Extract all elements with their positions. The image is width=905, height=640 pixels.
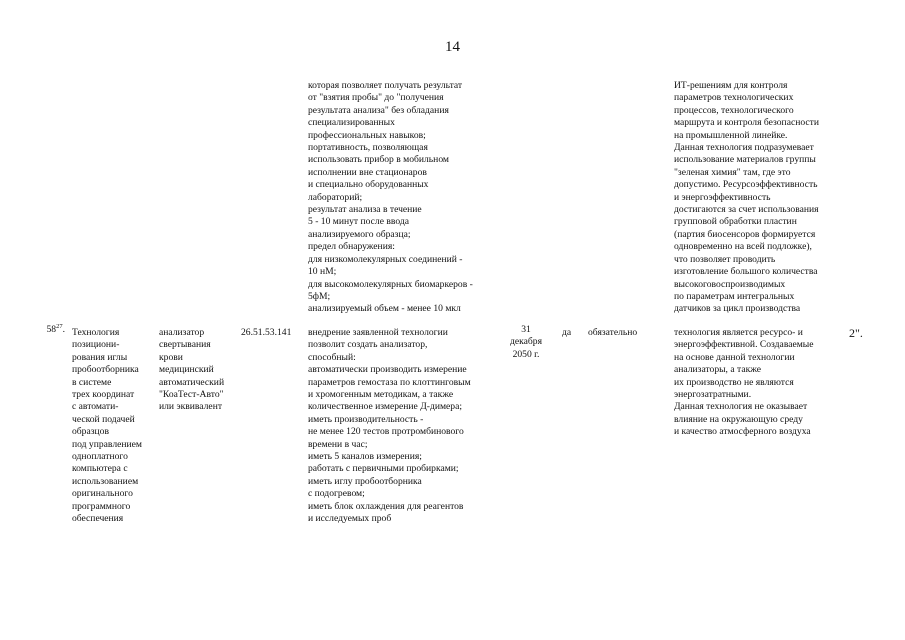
- text-line: результата анализа" без обладания: [308, 104, 449, 116]
- closing-mark: 2".: [849, 326, 863, 340]
- row-number-suffix: .: [62, 324, 65, 335]
- eco-cell: [674, 327, 849, 439]
- text-line: которая позволяет получать результат: [308, 80, 463, 91]
- text-line: портативность, позволяющая: [308, 142, 428, 154]
- text-line: 5 - 10 минут после ввода: [308, 216, 410, 228]
- text-line: что позволяет проводить: [674, 253, 776, 265]
- text-line: "зеленая химия" там, где это: [674, 166, 791, 178]
- text-line: для высокомолекулярных биомаркеров -: [308, 278, 473, 290]
- text-line: изготовление большого количества: [674, 266, 818, 278]
- text-line: высокоговоспроизводимых: [674, 278, 786, 290]
- text-line: использовать прибор в мобильном: [308, 154, 450, 166]
- text-line: специализированных: [308, 117, 395, 129]
- text-line: внедрение заявленной технологии: [308, 327, 448, 338]
- text-line: их производство не являются: [674, 376, 794, 388]
- text-line: Данная технология подразумевает: [674, 142, 814, 154]
- footnote-ref: 27: [56, 322, 63, 330]
- technology-name-cell: [72, 327, 154, 526]
- top-requirements-cell: [308, 80, 518, 316]
- text-line: и энергоэффективность: [674, 191, 771, 203]
- text-line: не менее 120 тестов протромбинового: [308, 426, 464, 438]
- text-line: для низкомолекулярных соединений -: [308, 253, 463, 265]
- text-line: энергозатратными.: [674, 389, 752, 401]
- text-line: от "взятия пробы" до "получения: [308, 92, 444, 104]
- text-line: датчиков за цикл производства: [674, 303, 801, 315]
- text-line: одновременно на всей подложке),: [674, 241, 812, 253]
- text-line: иметь блок охлаждения для реагентов: [308, 500, 464, 512]
- text-line: иметь 5 каналов измерения;: [308, 451, 422, 463]
- text-line: допустимо. Ресурсоэффективность: [674, 179, 818, 191]
- text-line: одноплатного: [72, 451, 128, 463]
- text-line: использованием: [72, 475, 139, 487]
- text-line: на промышленной линейке.: [674, 129, 788, 141]
- text-line: технология является ресурсо- и: [674, 327, 803, 338]
- text-line: групповой обработки пластин: [674, 216, 797, 228]
- text-line: параметров технологических: [674, 92, 794, 104]
- page-number: 14: [445, 39, 460, 55]
- text-line: позволит создать анализатор,: [308, 339, 428, 351]
- text-line: декабря: [509, 336, 542, 348]
- text-line: Технология: [72, 327, 120, 338]
- device-name-cell: [159, 327, 241, 414]
- text-line: оригинального: [72, 488, 133, 500]
- text-line: автоматический: [159, 376, 225, 388]
- text-line: под управлением: [72, 438, 142, 450]
- deadline-cell: [506, 324, 546, 361]
- top-eco-cell: [674, 80, 849, 316]
- text-line: программного: [72, 500, 131, 512]
- text-line: иметь иглу пробоотборника: [308, 475, 422, 487]
- text-line: иметь производительность -: [308, 413, 424, 425]
- row-number: 58: [46, 324, 57, 335]
- yes-cell: да: [562, 327, 572, 338]
- text-line: анализатор: [159, 327, 205, 338]
- text-line: и качество атмосферного воздуха: [674, 426, 811, 438]
- text-line: параметров гемостаза по клоттинговым: [308, 376, 471, 388]
- row-number-cell: [37, 324, 65, 336]
- text-line: автоматически производить измерение: [308, 364, 467, 376]
- text-line: с автомати-: [72, 401, 119, 413]
- text-line: и специально оборудованных: [308, 179, 429, 191]
- text-line: времени в час;: [308, 438, 368, 450]
- text-line: свертывания: [159, 339, 211, 351]
- text-line: анализируемый объем - менее 10 мкл: [308, 303, 461, 315]
- text-line: анализируемого образца;: [308, 228, 411, 240]
- text-line: или эквивалент: [159, 401, 223, 413]
- requirements-cell: [308, 327, 518, 526]
- text-line: влияние на окружающую среду: [674, 413, 803, 425]
- text-line: маршрута и контроля безопасности: [674, 117, 819, 129]
- text-line: предел обнаружения:: [308, 241, 395, 253]
- text-line: 5фМ;: [308, 290, 331, 302]
- text-line: "КоаТест-Авто": [159, 389, 224, 401]
- text-line: и хромогенным методикам, а также: [308, 389, 454, 401]
- text-line: медицинский: [159, 364, 214, 376]
- text-line: в системе: [72, 376, 112, 388]
- text-line: процессов, технологического: [674, 104, 794, 116]
- text-line: исполнении вне стационаров: [308, 166, 427, 178]
- text-line: 31: [521, 324, 531, 335]
- text-line: профессиональных навыков;: [308, 129, 426, 141]
- text-line: Данная технология не оказывает: [674, 401, 808, 413]
- text-line: 2050 г.: [512, 348, 540, 360]
- text-line: образцов: [72, 426, 109, 438]
- text-line: крови: [159, 351, 183, 363]
- text-line: и исследуемых проб: [308, 513, 392, 525]
- text-line: компьютера с: [72, 463, 128, 475]
- text-line: 10 нМ;: [308, 266, 337, 278]
- text-line: с подогревом;: [308, 488, 365, 500]
- text-line: использование материалов группы: [674, 154, 816, 166]
- text-line: лабораторий;: [308, 191, 363, 203]
- text-line: результат анализа в течение: [308, 204, 422, 216]
- text-line: позициони-: [72, 339, 120, 351]
- text-line: энергоэффективной. Создаваемые: [674, 339, 814, 351]
- mandatory-cell: обязательно: [588, 327, 638, 338]
- text-line: обеспечения: [72, 513, 124, 525]
- text-line: количественное измерение Д-димера;: [308, 401, 463, 413]
- text-line: ИТ-решениям для контроля: [674, 80, 788, 91]
- text-line: пробоотборника: [72, 364, 139, 376]
- text-line: рования иглы: [72, 351, 128, 363]
- text-line: на основе данной технологии: [674, 351, 795, 363]
- text-line: анализаторы, а также: [674, 364, 762, 376]
- text-line: способный:: [308, 351, 356, 363]
- text-line: (партия биосенсоров формируется: [674, 228, 816, 240]
- text-line: работать с первичными пробирками;: [308, 463, 459, 475]
- text-line: достигаются за счет использования: [674, 204, 819, 216]
- okpd-code-cell: 26.51.53.141: [241, 327, 292, 338]
- text-line: ческой подачей: [72, 413, 135, 425]
- text-line: по параметрам интегральных: [674, 290, 795, 302]
- text-line: трех координат: [72, 389, 135, 401]
